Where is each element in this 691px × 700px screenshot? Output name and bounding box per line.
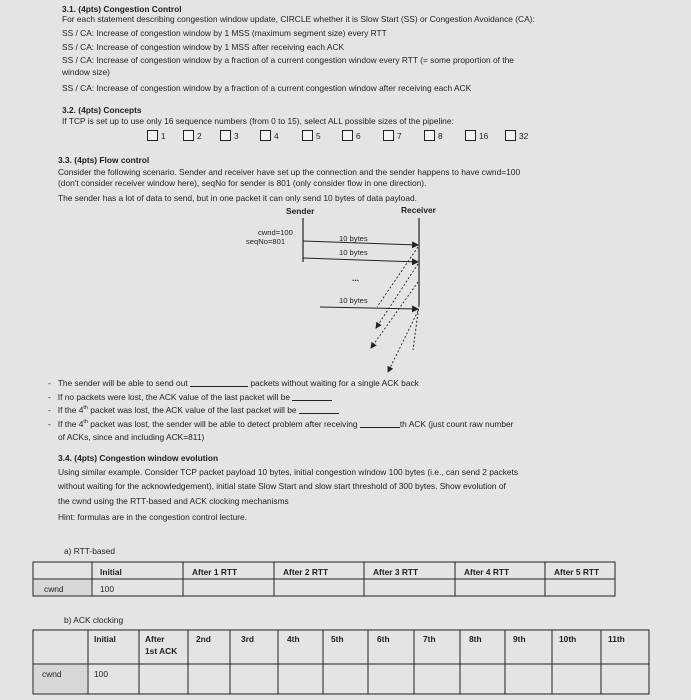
table-b-header-5th: 5th xyxy=(331,634,344,644)
option-1[interactable]: 1 xyxy=(147,130,166,141)
section-3-3-title: 3.3. (4pts) Flow control xyxy=(58,155,150,165)
message-2-label: 10 bytes xyxy=(339,248,368,257)
table-b-header-2nd: 2nd xyxy=(196,634,211,644)
table-b-header-11th: 11th xyxy=(608,634,625,644)
table-a-header-5: After 5 RTT xyxy=(554,567,600,577)
table-a-header-4: After 4 RTT xyxy=(464,567,510,577)
statement-3[interactable]: SS / CA: Increase of congestion window by a fraction of a current congestion window every RTT (= some proportion of the xyxy=(62,55,514,65)
table-a-header-2: After 2 RTT xyxy=(283,567,329,577)
table-b-header-initial: Initial xyxy=(94,634,116,644)
section-3-4-title: 3.4. (4pts) Congestion window evolution xyxy=(58,453,219,463)
section-3-1-title: 3.1. (4pts) Congestion Control xyxy=(62,4,182,14)
option-8[interactable]: 8 xyxy=(424,130,443,141)
option-2[interactable]: 2 xyxy=(183,130,202,141)
table-b-cell-initial[interactable]: 100 xyxy=(94,669,108,679)
statement-1[interactable]: SS / CA: Increase of congestion window by 1 MSS (maximum segment size) every RTT xyxy=(62,28,387,38)
section-3-3-line2: (don't consider receiver window here), seqNo for sender is 801 (only consider flow in one direction). xyxy=(58,178,427,188)
option-3[interactable]: 3 xyxy=(220,130,239,141)
option-5[interactable]: 5 xyxy=(302,130,321,141)
hint-text: Hint: formulas are in the congestion control lecture. xyxy=(58,512,247,522)
table-a-cell-initial[interactable]: 100 xyxy=(100,584,114,594)
table-b-header-10th: 10th xyxy=(559,634,577,644)
question-1: - The sender will be able to send out packets without waiting for a single ACK back xyxy=(48,378,419,388)
option-4[interactable]: 4 xyxy=(260,130,279,141)
ellipsis-label: ... xyxy=(352,273,359,283)
table-b-header-4th: 4th xyxy=(287,634,300,644)
seqno-label: seqNo=801 xyxy=(246,237,286,246)
question-4: - If the 4th packet was lost, the sender will be able to detect problem after receiving th ACK (just count raw number xyxy=(48,419,514,429)
statement-3-cont: window size) xyxy=(62,67,110,77)
section-3-4-line2: without waiting for the acknowledgement), initial state Slow Start and slow start threshold of 300 bytes. Show evolution of xyxy=(58,481,506,491)
sender-label: Sender xyxy=(286,206,315,216)
option-6[interactable]: 6 xyxy=(342,130,361,141)
table-a-row-label: cwnd xyxy=(44,584,64,594)
section-3-4-line3: the cwnd using the RTT-based and ACK clocking mechanisms xyxy=(58,496,289,506)
section-3-3-line1: Consider the following scenario. Sender and receiver have set up the connection and the sender happens to have cwnd=100 xyxy=(58,167,521,177)
table-b-row-label: cwnd xyxy=(42,669,62,679)
table-b-header-after: After xyxy=(145,634,165,644)
option-7[interactable]: 7 xyxy=(383,130,402,141)
message-3-label: 10 bytes xyxy=(339,296,368,305)
table-a-header-1: After 1 RTT xyxy=(192,567,238,577)
section-3-2-title: 3.2. (4pts) Concepts xyxy=(62,105,142,115)
cwnd-label: cwnd=100 xyxy=(258,228,293,237)
table-b-label: b) ACK clocking xyxy=(64,615,124,625)
section-3-4-line1: Using similar example. Consider TCP packet payload 10 bytes, initial congestion window 100 bytes (i.e., can send 2 packets xyxy=(58,467,519,477)
receiver-label: Receiver xyxy=(401,205,436,215)
table-a-label: a) RTT-based xyxy=(64,546,116,556)
option-32[interactable]: 32 xyxy=(505,130,528,141)
table-a-header-3: After 3 RTT xyxy=(373,567,419,577)
statement-2[interactable]: SS / CA: Increase of congestion window by 1 MSS after receiving each ACK xyxy=(62,42,345,52)
option-16[interactable]: 16 xyxy=(465,130,488,141)
table-b-header-3rd: 3rd xyxy=(241,634,255,644)
table-b-header-after-2: 1st ACK xyxy=(145,646,178,656)
question-4-cont: of ACKs, since and including ACK=811) xyxy=(58,432,205,442)
statement-4[interactable]: SS / CA: Increase of congestion window by a fraction of a current congestion window after receiving each ACK xyxy=(62,83,472,93)
question-3: - If the 4th packet was lost, the ACK value of the last packet will be xyxy=(48,405,339,414)
section-3-2-intro: If TCP is set up to use only 16 sequence numbers (from 0 to 15), select ALL possible sizes of the pipeline: xyxy=(62,116,454,126)
section-3-3-line3: The sender has a lot of data to send, but in one packet it can only send 10 bytes of data payload. xyxy=(58,193,417,203)
table-b-header-9th: 9th xyxy=(513,634,526,644)
section-3-1-intro: For each statement describing congestion window update, CIRCLE whether it is Slow Start (SS) or Congestion Avoidance (CA): xyxy=(62,14,535,24)
table-b-header-8th: 8th xyxy=(469,634,482,644)
table-b-header-6th: 6th xyxy=(377,634,390,644)
message-1-label: 10 bytes xyxy=(339,234,368,243)
table-a-header-initial: Initial xyxy=(100,567,122,577)
question-2: - If no packets were lost, the ACK value of the last packet will be xyxy=(48,392,332,401)
table-b-header-7th: 7th xyxy=(423,634,436,644)
